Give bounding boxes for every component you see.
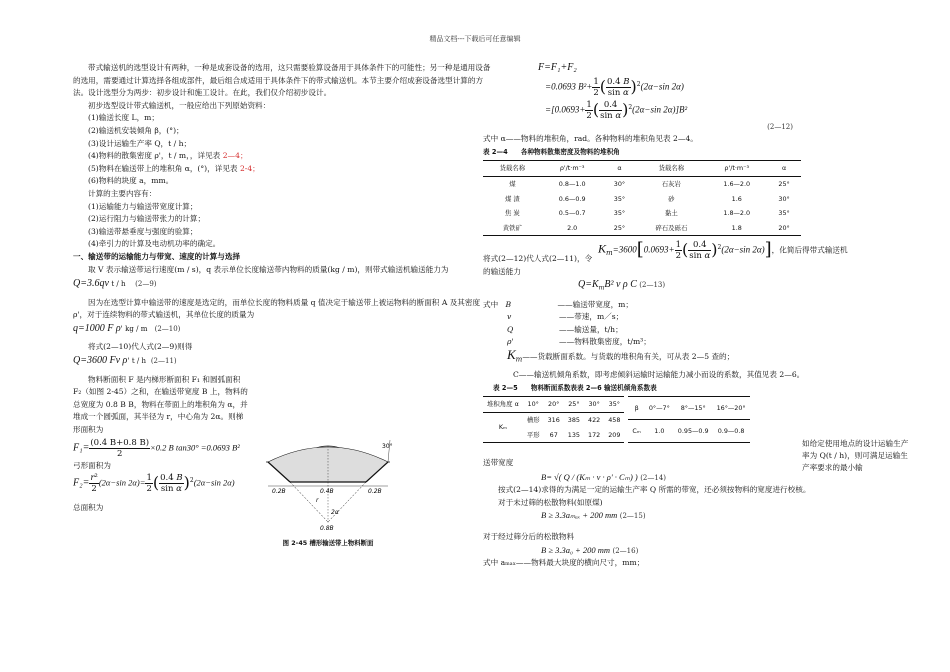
equation-2-14: B= √( Q / (Kₘ · v · ρ' · Cₘ) ) (2—14) bbox=[541, 471, 667, 482]
width-label-bottom: 0.8B bbox=[320, 525, 334, 532]
side-note: 如给定使用地点的设计运输生产率为 Q(t / h)，则可满足运输生产率要求的最小输 bbox=[802, 439, 909, 472]
item-5: (5)物料在输送带上的堆积角 α，(°)，详见表 2-4； bbox=[88, 163, 260, 173]
definition-B: 式中 B ——输送带宽度，m； bbox=[483, 299, 633, 309]
equation-line-3: =[0.0693+ $\frac{1}{2}$ ( $\frac{0.4}{\text{sin α}}$ )$^2$(2α−sin 2α)]B² bbox=[545, 99, 688, 121]
alpha-note: 式中 α——物料的堆积角，rad。各种物料的堆积角见表 2—4。 bbox=[483, 134, 698, 144]
angle-2a-label: 2α bbox=[331, 509, 339, 516]
figure-2-45 bbox=[258, 432, 398, 547]
definition-C: C——输送机倾角系数，即考虑倾斜运输时运输能力减小而设的系数，其值见表 2—6。 bbox=[513, 370, 805, 380]
equation-2-9: Q=3.6qv t / h (2—9) bbox=[73, 278, 157, 290]
width-label-middle: 0.4B bbox=[320, 488, 334, 495]
width-label-left: 0.2B bbox=[272, 488, 286, 495]
total-area-label: 总面积为 bbox=[73, 503, 104, 513]
item-2: (2)输送机安装倾角 β，(°)； bbox=[88, 125, 184, 135]
equation-line-2: =0.0693 B²+ $\frac{1}{2}$ ( $\frac{0.4 B}{\text{sin α}}$ )$^2$(2α−sin 2α) bbox=[545, 76, 684, 98]
angle-30-label: 30° bbox=[382, 443, 393, 450]
table-row: 煤 渣 0.6—0.9 35° 砂 1.6 30° bbox=[504, 194, 790, 203]
calc-item: (2)运行阻力与输送带张力的计算； bbox=[88, 214, 206, 224]
amax-definition: 式中 aₘₐₓ——物料最大块度的横向尺寸，mm； bbox=[483, 558, 645, 568]
trough-cross-section-diagram bbox=[258, 432, 398, 532]
table-row: 平形 67 135 172 209 bbox=[526, 430, 621, 439]
capacity-label: 的输送能力 bbox=[483, 266, 521, 276]
intro-paragraph: 带式输送机的选型设计有两种，一种是成套设备的选用，这只需要验算设备用于具体条件下的可能性；另一种是通用设备的选用，需要通过计算选择各组成部件，最后组合成适用于具体条件下的带式输送机。本节主要介绍成套设备选型计算的方法。设计选型分为两步：初步设计和施工设计。在此，我们仅介绍初步设计。 bbox=[73, 63, 491, 98]
equation-f1: F₁= $\frac{(0.4 B+0.8 B)}{2}$ ×0.2 B tan30° =0.0693 B² bbox=[73, 437, 240, 459]
table-header: ρ'/t·m⁻³ bbox=[559, 164, 585, 173]
table-2-4 bbox=[483, 160, 801, 236]
width-label-right: 0.2B bbox=[368, 488, 382, 495]
item-1: (1)输送长度 L，m； bbox=[88, 113, 159, 123]
item-6: (6)物料的块度 a，mm。 bbox=[88, 176, 174, 186]
section-paragraph-3: 将式(2—10)代人式(2—9)则得 bbox=[88, 342, 193, 352]
table-2-5-caption: 表 2—5 物料断面系数表表 2—6 输送机倾角系数表 bbox=[493, 383, 657, 392]
item-4: (4)物料的散集密度 ρ'，t / m，，详见表 2—4； bbox=[88, 151, 248, 161]
calc-item: (3)输送带悬垂度与强度的验算； bbox=[88, 226, 198, 236]
table-row: Cₘ 1.0 0.95—0.9 0.9—0.8 bbox=[632, 426, 745, 435]
table-row: 煤 0.8—1.0 30° 石灰岩 1.6—2.0 25° bbox=[509, 179, 790, 188]
unsieved-label: 对于未过筛的松散物料(如原煤) bbox=[498, 497, 603, 507]
section-paragraph-2: 因为在选型计算中输送带的速度是选定的，而单位长度的物料质量 q 值决定于输送带上被运物料的断面积 A 及其密度 ρ'，对于连续物料的带式输送机，其单位长度的质量为 bbox=[73, 297, 481, 320]
radius-label: r bbox=[316, 497, 319, 504]
table-row: 黄铁矿 2.0 25° 碎石及砾石 1.8 20° bbox=[502, 223, 790, 232]
page-header: 精品文档---下载后可任意编辑 bbox=[429, 35, 521, 43]
section-paragraph-1: 取 V 表示输送带运行速度(m / s)，q 表示单位长度输送带内物料的质量(kg / m)，则带式输送机输送能力为 bbox=[88, 264, 449, 274]
equation-2-10: q=1000 F ρ' kg / m (2—10) bbox=[73, 322, 181, 334]
table-row: Kₘ 槽形 316 385 422 458 bbox=[498, 415, 621, 432]
table-ref-link[interactable]: 2-4； bbox=[239, 163, 260, 173]
table-header: α bbox=[617, 164, 622, 173]
equation-number-2-12: (2—12) bbox=[767, 122, 793, 131]
sieved-label: 对于经过筛分后的松散物料 bbox=[483, 532, 575, 542]
section-title: 一、输送带的运输能力与带宽、速度的计算与选择 bbox=[73, 251, 241, 261]
table-ref-link[interactable]: 2—4； bbox=[222, 151, 248, 161]
table-2-6: β 0°—7° 8°—15° 16°—20° Cₘ 1.0 0.95—0.9 0.9—0.8 bbox=[628, 396, 749, 443]
definition-km: $K_m——$货载断面系数。与货载的堆积角有关，可从表 2—5 查的； bbox=[507, 347, 735, 364]
definition-Q: Q ——输送量，t/h； bbox=[507, 324, 623, 334]
table-header: α bbox=[781, 164, 787, 173]
table-2-5: 堆积角度 α 10° 20° 25° 30° 35° Kₘ 槽形 316 385 422 458 平形 67 135 172 209 bbox=[483, 396, 624, 443]
calc-title: 计算的主要内容有： bbox=[88, 188, 157, 198]
equation-f2: F₂= $\frac{\text{r²}}{2}$ (2α−sin 2α)= $\frac{1}{2}$ ( $\frac{0.4 B}{\text{sin α}}$ )$^2$(2α−sin 2α) bbox=[73, 473, 235, 495]
arc-area-label: 弓形面积为 bbox=[73, 460, 111, 470]
definition-rho: ρ' ——物料散集密度，t/m³； bbox=[507, 337, 651, 347]
figure-caption: 图 2-45 槽形输送带上物料断面 bbox=[282, 539, 374, 547]
equation-2-15: B ≥ 3.3aₘₐₓ + 200 mm (2—15) bbox=[541, 510, 646, 521]
substitution-text: 将式(2—12)代人式(2—11)，令 bbox=[483, 254, 593, 264]
equation-2-11: Q=3600 Fv ρ' t / h (2—11) bbox=[73, 355, 177, 367]
item-3: (3)设计运输生产率 Q，t / h； bbox=[88, 138, 192, 148]
right-column bbox=[483, 62, 903, 570]
figure-description: 物料断面积 F 是内梯形断面积 F₁ 和圆弧面积 F₂（如图 2-45）之和，在输送带宽度 B 上，物料的总宽度为 0.8 B B，物料在带面上的堆积角为 α，并堆成一个圆弧面，其半径为 r，中心角为 2α。则梯形面积为 bbox=[73, 374, 248, 435]
band-width-label: 送带宽度 bbox=[483, 458, 514, 468]
tables-2-5-2-6 bbox=[483, 396, 903, 443]
table-2-4-caption: 表 2—4 各种物料散集密度及物料的堆积角 bbox=[483, 147, 620, 156]
calc-item: (4)牵引力的计算及电动机功率的确定。 bbox=[88, 239, 221, 249]
equation-2-16: B ≥ 3.3a₀ + 200 mm (2—16) bbox=[541, 544, 639, 555]
calc-item: (1)运输能力与输送带宽度计算； bbox=[88, 201, 198, 211]
equation-sum: F=F₁+F₂ bbox=[538, 62, 577, 73]
equation-2-13: $Q=K_mB^2$ v ρ C (2—13) bbox=[578, 278, 666, 292]
table-header: 货载名称 bbox=[499, 164, 526, 173]
table-header: 货载名称 bbox=[658, 164, 685, 173]
equation-km: $K_m=3600[0.0693+$ $\frac{1}{2}$ ( $\frac{0.4}{\text{sin α}}$ )$^2$(2α−sin 2α)]，化简后得带式输送机 bbox=[598, 239, 848, 262]
table-row: 焦 炭 0.5—0.7 35° 黏土 1.8—2.0 35° bbox=[504, 209, 790, 218]
table-header: ρ'/t·m⁻³ bbox=[724, 164, 750, 173]
definition-v: v ——带速，m／s； bbox=[507, 312, 624, 322]
init-title: 初步选型设计带式输送机，一般应给出下列原始资料： bbox=[88, 100, 271, 110]
paragraph-2-14: 按式(2—14)求得的为满足一定的运输生产率 Q 所需的带宽，还必须按物料的宽度进行校核。 bbox=[498, 485, 811, 495]
